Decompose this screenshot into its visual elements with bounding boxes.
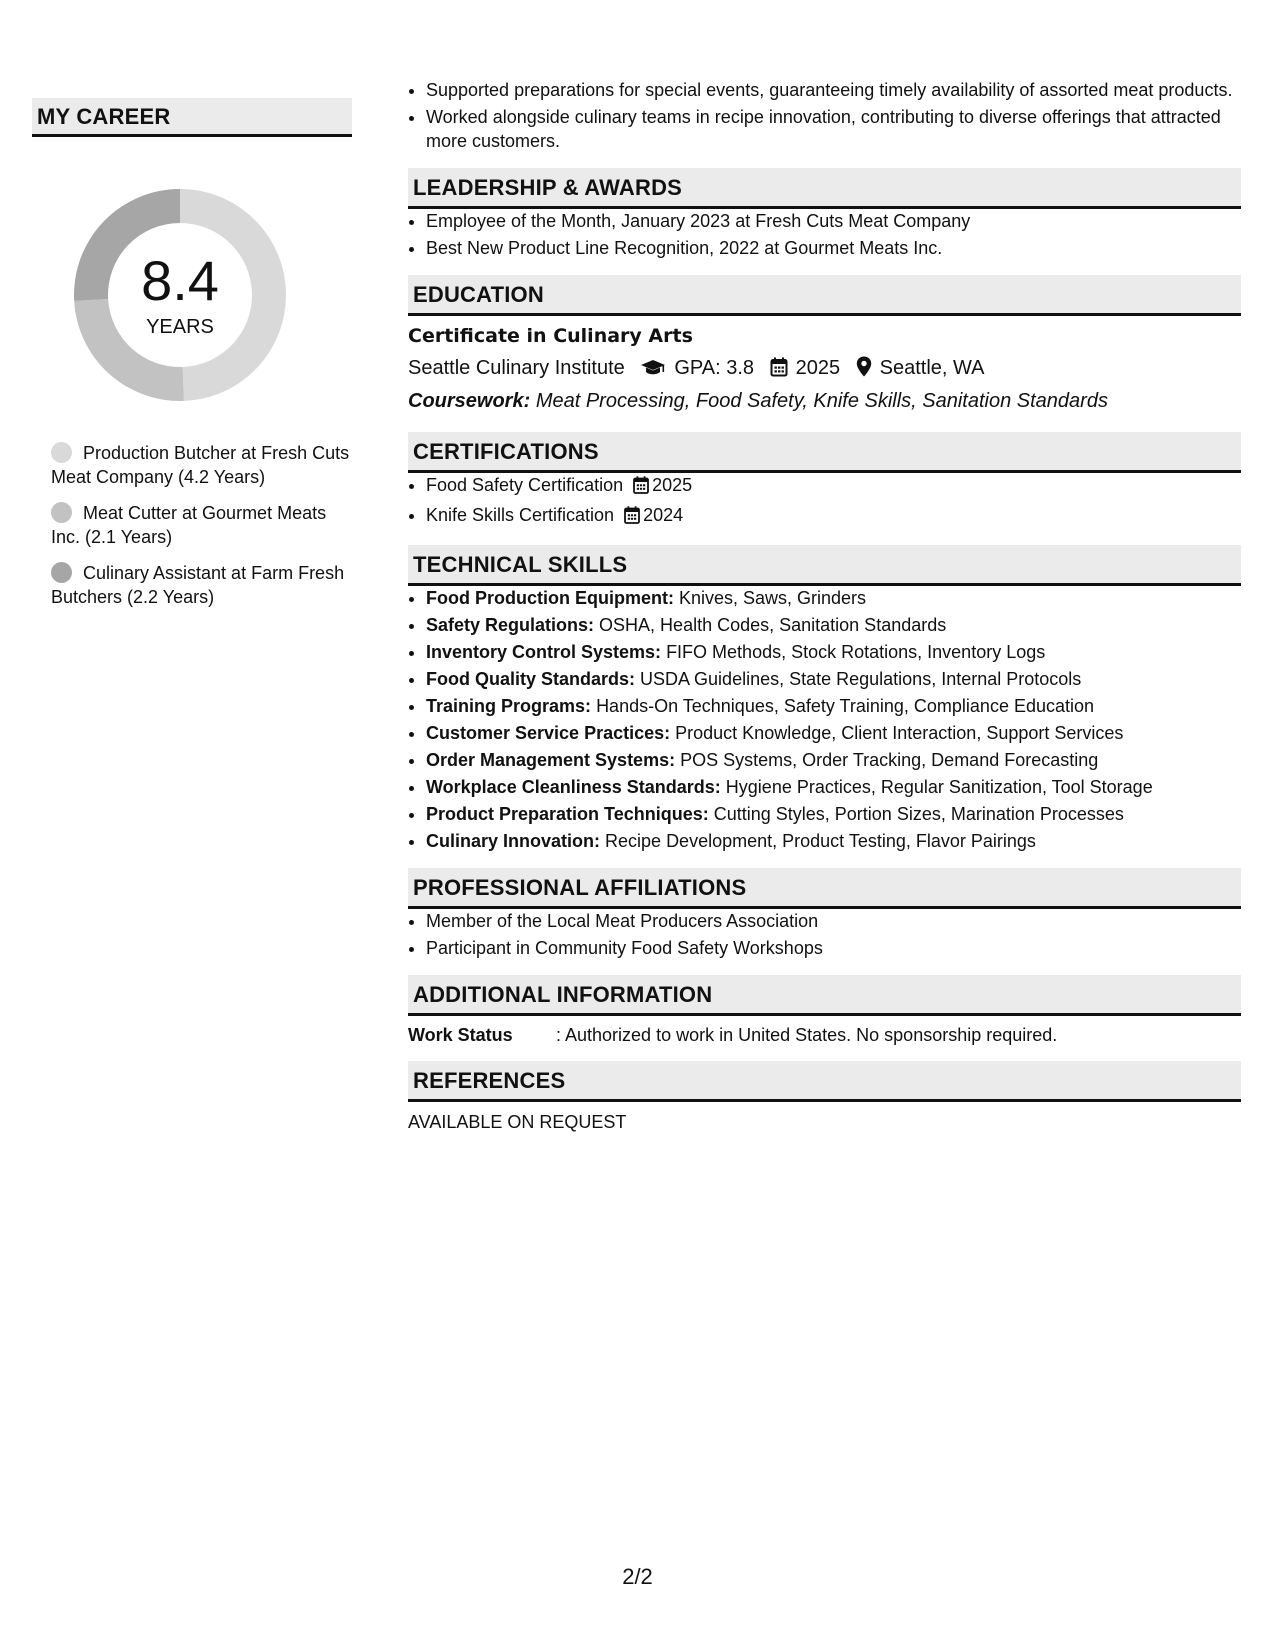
experience-bullets <box>408 78 1241 153</box>
career-heading: MY CAREER <box>32 98 352 137</box>
skill-label: Inventory Control Systems: <box>426 642 662 662</box>
skill-value: Hands-On Techniques, Safety Training, Compliance Education <box>596 696 1095 716</box>
references-section <box>408 1061 1241 1133</box>
school-name: Seattle Culinary Institute <box>408 357 625 379</box>
school-location: Seattle, WA <box>879 357 985 379</box>
education-heading: EDUCATION <box>408 275 1241 316</box>
calendar-icon <box>770 357 788 384</box>
skill-value: Cutting Styles, Portion Sizes, Marination Processes <box>713 804 1124 824</box>
skill-label: Training Programs: <box>426 696 592 716</box>
education-details <box>408 355 1241 384</box>
skill-value: OSHA, Health Codes, Sanitation Standards <box>599 615 947 635</box>
skill-item <box>426 748 1241 772</box>
right-column <box>408 78 1241 1133</box>
skill-label: Workplace Cleanliness Standards: <box>426 777 721 797</box>
calendar-icon <box>624 506 640 530</box>
additional-section <box>408 975 1241 1046</box>
skill-label: Culinary Innovation: <box>426 831 601 851</box>
references-text: AVAILABLE ON REQUEST <box>408 1112 627 1132</box>
certification-year: 2025 <box>652 475 693 495</box>
legend-dot-1 <box>51 442 72 463</box>
career-donut-chart <box>66 181 294 409</box>
certifications-section <box>408 432 1241 530</box>
skill-item <box>426 829 1241 853</box>
skill-item <box>426 640 1241 664</box>
skill-item <box>426 613 1241 637</box>
skill-label: Customer Service Practices: <box>426 723 671 743</box>
skill-value: FIFO Methods, Stock Rotations, Inventory Logs <box>666 642 1046 662</box>
legend-label: Production Butcher at Fresh Cuts Meat Company (4.2 Years) <box>51 443 350 487</box>
leadership-list <box>408 209 1241 260</box>
total-years-unit: YEARS <box>146 316 214 338</box>
legend-label: Culinary Assistant at Farm Fresh Butchers (2.2 Years) <box>51 563 345 607</box>
graduation-cap-icon <box>640 358 666 384</box>
list-item: • Supported preparations for special events, guaranteeing timely availability of assorted meat products. <box>426 78 1241 102</box>
certification-name: Food Safety Certification <box>426 475 624 495</box>
legend-label: Meat Cutter at Gourmet Meats Inc. (2.1 Years) <box>51 503 327 547</box>
skill-value: Recipe Development, Product Testing, Flavor Pairings <box>605 831 1036 851</box>
career-legend <box>32 441 352 609</box>
skill-item <box>426 721 1241 745</box>
legend-item <box>51 441 352 489</box>
skill-item <box>426 775 1241 799</box>
skill-value: Product Knowledge, Client Interaction, Support Services <box>675 723 1124 743</box>
skill-item <box>426 694 1241 718</box>
skill-value: Knives, Saws, Grinders <box>678 588 867 608</box>
certifications-list <box>408 473 1241 530</box>
certification-name: Knife Skills Certification <box>426 505 615 525</box>
list-item: • Worked alongside culinary teams in recipe innovation, contributing to diverse offerings that attracted more customers. <box>426 105 1241 153</box>
affiliations-heading: PROFESSIONAL AFFILIATIONS <box>408 868 1241 909</box>
legend-item <box>51 561 352 609</box>
education-section <box>408 275 1241 413</box>
skill-label: Order Management Systems: <box>426 750 676 770</box>
skills-section <box>408 545 1241 853</box>
legend-dot-3 <box>51 562 72 583</box>
legend-dot-2 <box>51 502 72 523</box>
skill-item <box>426 667 1241 691</box>
left-column <box>32 98 352 621</box>
leadership-section <box>408 168 1241 260</box>
list-item: • Participant in Community Food Safety Workshops <box>426 936 1241 960</box>
additional-heading: ADDITIONAL INFORMATION <box>408 975 1241 1016</box>
coursework <box>408 390 1241 413</box>
skills-heading: TECHNICAL SKILLS <box>408 545 1241 586</box>
calendar-icon <box>633 476 649 500</box>
skill-item <box>426 586 1241 610</box>
gpa: GPA: 3.8 <box>674 357 755 379</box>
graduation-year: 2025 <box>795 357 841 379</box>
coursework-label: Coursework: <box>408 390 531 412</box>
references-heading: REFERENCES <box>408 1061 1241 1102</box>
page-number: 2/2 <box>622 1564 653 1589</box>
skill-value: POS Systems, Order Tracking, Demand Forecasting <box>680 750 1099 770</box>
skills-list <box>408 586 1241 853</box>
list-item <box>426 473 1241 500</box>
list-item: • Employee of the Month, January 2023 at Fresh Cuts Meat Company <box>426 209 1241 233</box>
skill-value: USDA Guidelines, State Regulations, Internal Protocols <box>640 669 1082 689</box>
work-status <box>408 1025 1241 1046</box>
list-item: • Best New Product Line Recognition, 2022 at Gourmet Meats Inc. <box>426 236 1241 260</box>
skill-value: Hygiene Practices, Regular Sanitization, Tool Storage <box>725 777 1153 797</box>
map-pin-icon <box>856 356 872 384</box>
coursework-value: Meat Processing, Food Safety, Knife Skills, Sanitation Standards <box>535 390 1108 412</box>
leadership-heading: LEADERSHIP & AWARDS <box>408 168 1241 209</box>
certifications-heading: CERTIFICATIONS <box>408 432 1241 473</box>
legend-item <box>51 501 352 549</box>
certification-year: 2024 <box>643 505 684 525</box>
skill-label: Food Production Equipment: <box>426 588 674 608</box>
list-item: • Member of the Local Meat Producers Association <box>426 909 1241 933</box>
work-status-label: Work Status <box>408 1025 513 1045</box>
skill-label: Food Quality Standards: <box>426 669 636 689</box>
list-item <box>426 503 1241 530</box>
affiliations-list <box>408 909 1241 960</box>
degree-title: Certificate in Culinary Arts <box>408 325 693 347</box>
work-status-value: : Authorized to work in United States. No sponsorship required. <box>556 1025 1058 1045</box>
total-years: 8.4 <box>141 249 219 312</box>
skill-label: Product Preparation Techniques: <box>426 804 709 824</box>
skill-label: Safety Regulations: <box>426 615 595 635</box>
skill-item <box>426 802 1241 826</box>
affiliations-section <box>408 868 1241 960</box>
